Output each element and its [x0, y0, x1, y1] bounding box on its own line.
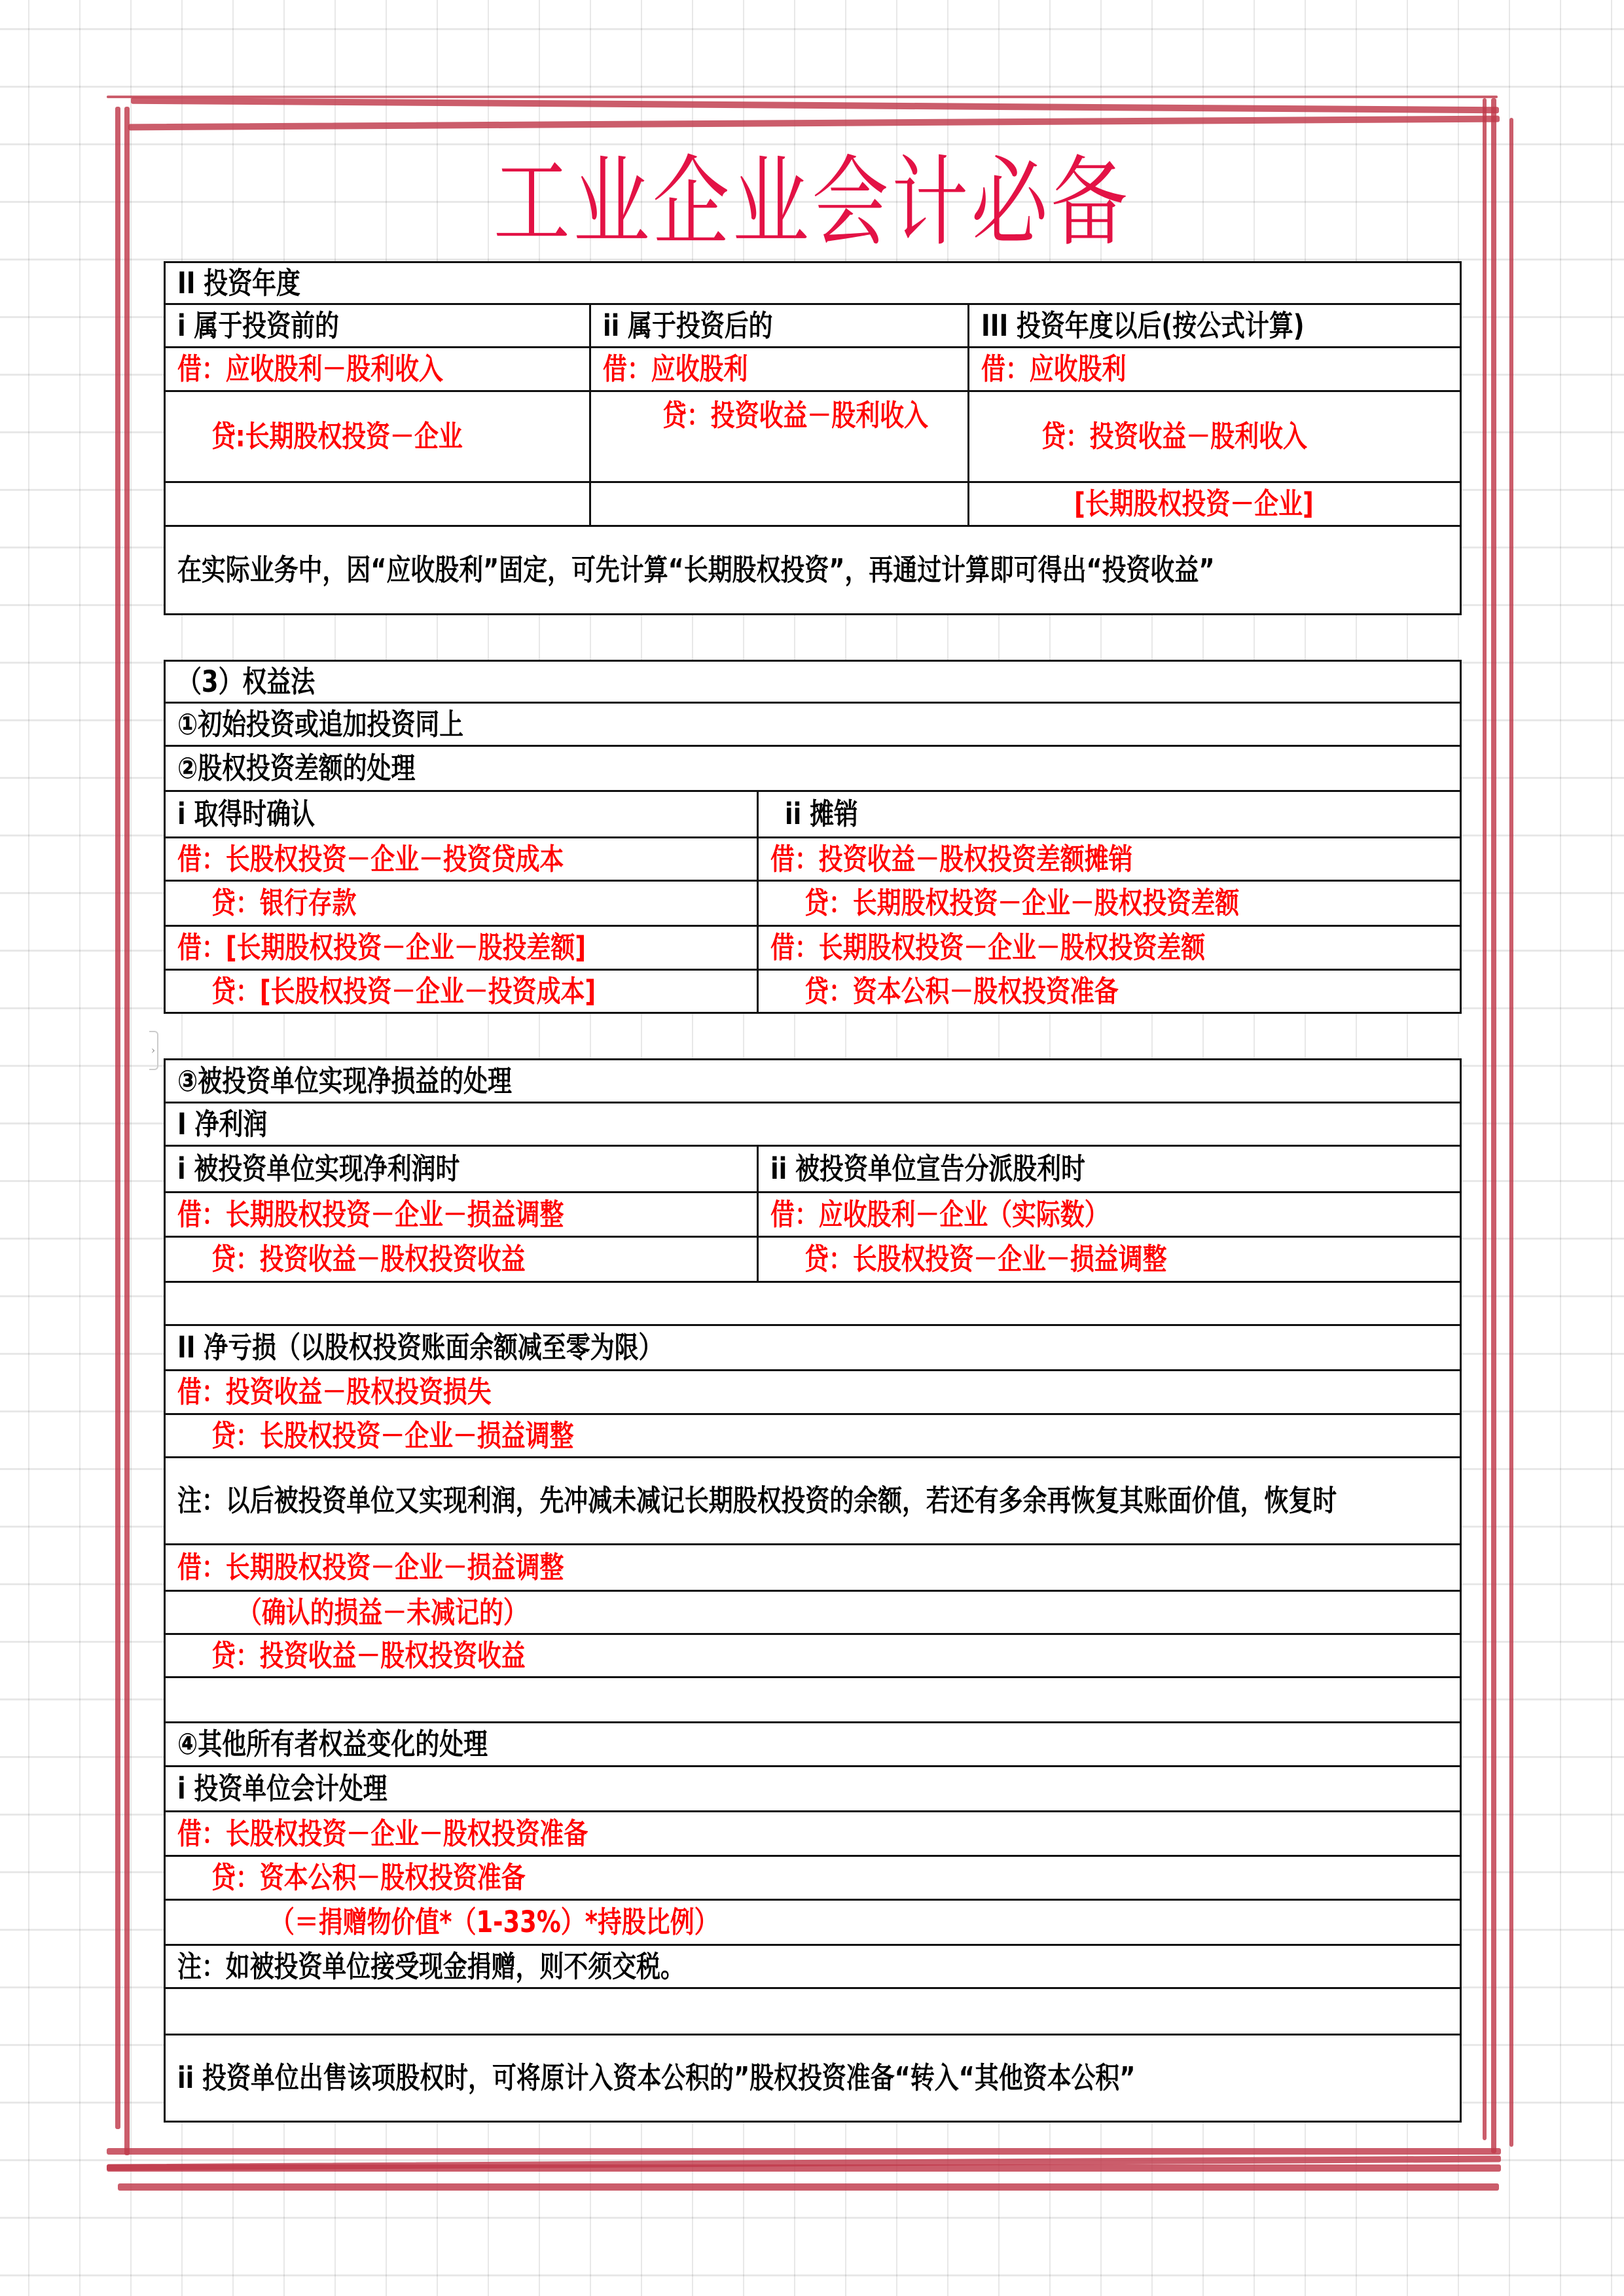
empty-row [165, 1282, 1461, 1325]
frame-bottom-line-4 [118, 2183, 1499, 2191]
journal-entry: 贷：长股权投资－企业－损益调整 [165, 1414, 1461, 1458]
table-row [165, 1767, 1461, 1812]
journal-entry: 贷：长股权投资－企业－损益调整 [758, 1237, 1461, 1282]
column-header: ii 被投资单位宣告分派股利时 [758, 1146, 1461, 1193]
table-row [165, 1988, 1461, 2035]
table-row [165, 1591, 1461, 1634]
journal-entry: 借：长股权投资－企业－投资贷成本 [165, 838, 758, 881]
table-row [165, 526, 1461, 615]
frame-top-line-2 [131, 98, 1499, 114]
section-heading: II 投资年度 [165, 262, 1461, 304]
table-row [165, 661, 1461, 703]
frame-right-line-2 [1491, 98, 1496, 2153]
table-row [165, 1325, 1461, 1371]
journal-entry: 借：长股权投资－企业－股权投资准备 [165, 1812, 1461, 1856]
journal-entry: 贷：银行存款 [165, 881, 758, 926]
note-text: 在实际业务中，因“应收股利”固定，可先计算“长期股权投资”，再通过计算即可得出“投资收益” [165, 526, 1461, 615]
journal-entry: 贷：投资收益－股权投资收益 [165, 1634, 1461, 1677]
table-row [165, 1723, 1461, 1767]
table-row [165, 348, 1461, 391]
journal-entry: 贷：投资收益－股权投资收益 [165, 1237, 758, 1282]
journal-entry: 借：应收股利－企业（实际数） [758, 1193, 1461, 1237]
journal-entry: 借：应收股利－股利收入 [165, 348, 590, 391]
table-row [165, 1060, 1461, 1103]
table-row [165, 1146, 1461, 1193]
table-row [165, 482, 1461, 526]
table-row [165, 1237, 1461, 1282]
table-row [165, 1371, 1461, 1414]
table-row [165, 1193, 1461, 1237]
table-row [165, 926, 1461, 970]
table-row [165, 791, 1461, 838]
journal-entry: 借：应收股利 [969, 348, 1461, 391]
table-row [165, 262, 1461, 304]
table-row [165, 1545, 1461, 1591]
journal-entry: [长期股权投资－企业] [969, 482, 1461, 526]
section-heading: ③被投资单位实现净损益的处理 [165, 1060, 1461, 1103]
journal-entry: 借：长期股权投资－企业－损益调整 [165, 1193, 758, 1237]
journal-entry: 贷：[长股权投资－企业－投资成本] [165, 970, 758, 1013]
frame-top-line-3 [128, 116, 1500, 131]
journal-entry: 借：长期股权投资－企业－股权投资差额 [758, 926, 1461, 970]
journal-entry: 贷：长期股权投资－企业－股权投资差额 [758, 881, 1461, 926]
table-row [165, 304, 1461, 348]
frame-bottom-line-1 [107, 2148, 1501, 2155]
empty-row [165, 1677, 1461, 1723]
table-row [165, 391, 1461, 482]
journal-entry: 借：应收股利 [590, 348, 969, 391]
table-row [165, 1414, 1461, 1458]
column-header: i 取得时确认 [165, 791, 758, 838]
journal-entry-detail: （确认的损益－未减记的） [165, 1591, 1461, 1634]
subsection-heading: II 净亏损（以股权投资账面余额减至零为限） [165, 1325, 1461, 1371]
column-header: III 投资年度以后(按公式计算) [969, 304, 1461, 348]
journal-entry: 借：[长期股权投资－企业－股投差额] [165, 926, 758, 970]
table-row [165, 703, 1461, 746]
frame-right-line-3 [1509, 118, 1513, 2147]
table-row [165, 1634, 1461, 1677]
column-header: ii 摊销 [758, 791, 1461, 838]
journal-entry: 贷：投资收益－股利收入 [590, 391, 969, 482]
frame-top-line-1 [107, 96, 1498, 98]
frame-bottom-line-3 [107, 2164, 1501, 2172]
column-header: i 属于投资前的 [165, 304, 590, 348]
table-row [165, 1677, 1461, 1723]
page-title: 工业企业会计必备 [493, 146, 1131, 260]
subsection-heading: ④其他所有者权益变化的处理 [165, 1723, 1461, 1767]
list-item: ②股权投资差额的处理 [165, 746, 1461, 791]
table-row [165, 838, 1461, 881]
note-text: 注：如被投资单位接受现金捐赠，则不须交税。 [165, 1945, 1461, 1988]
table-row [165, 746, 1461, 791]
journal-entry: 借：投资收益－股权投资差额摊销 [758, 838, 1461, 881]
journal-entry: 借：长期股权投资－企业－损益调整 [165, 1545, 1461, 1591]
formula-text: （＝捐赠物价值*（1-33%）*持股比例） [165, 1900, 1461, 1945]
table-row [165, 1945, 1461, 1988]
frame-left-line-1 [115, 107, 120, 2129]
table-row [165, 1282, 1461, 1325]
journal-entry: 贷:长期股权投资－企业 [165, 391, 590, 482]
column-header: i 被投资单位实现净利润时 [165, 1146, 758, 1193]
equity-method-table [164, 660, 1462, 1014]
table-row [165, 1103, 1461, 1146]
journal-entry: 贷：资本公积－股权投资准备 [758, 970, 1461, 1013]
note-text: 注：以后被投资单位又实现利润，先冲减未减记长期股权投资的余额，若还有多余再恢复其账面价值，恢复时 [165, 1458, 1461, 1545]
investment-year-table [164, 261, 1462, 615]
journal-entry: 借：投资收益－股权投资损失 [165, 1371, 1461, 1414]
table-row [165, 970, 1461, 1013]
table-row [165, 1812, 1461, 1856]
table-row [165, 1900, 1461, 1945]
table-row [165, 2035, 1461, 2122]
table-row [165, 1856, 1461, 1900]
table-row [165, 881, 1461, 926]
section-heading: （3）权益法 [165, 661, 1461, 703]
empty-cell [165, 482, 590, 526]
empty-cell [590, 482, 969, 526]
collapse-handle[interactable]: › [149, 1031, 158, 1070]
frame-right-line-1 [1483, 98, 1487, 2140]
list-item: ①初始投资或追加投资同上 [165, 703, 1461, 746]
subsection-heading: i 投资单位会计处理 [165, 1767, 1461, 1812]
journal-entry: 贷：资本公积－股权投资准备 [165, 1856, 1461, 1900]
net-income-table [164, 1058, 1462, 2123]
empty-row [165, 1988, 1461, 2035]
table-row [165, 1458, 1461, 1545]
subsection-heading: I 净利润 [165, 1103, 1461, 1146]
journal-entry: 贷：投资收益－股利收入 [969, 391, 1461, 482]
note-text: ii 投资单位出售该项股权时，可将原计入资本公积的”股权投资准备“转入“其他资本公积” [165, 2035, 1461, 2122]
column-header: ii 属于投资后的 [590, 304, 969, 348]
frame-left-line-2 [124, 107, 130, 2155]
